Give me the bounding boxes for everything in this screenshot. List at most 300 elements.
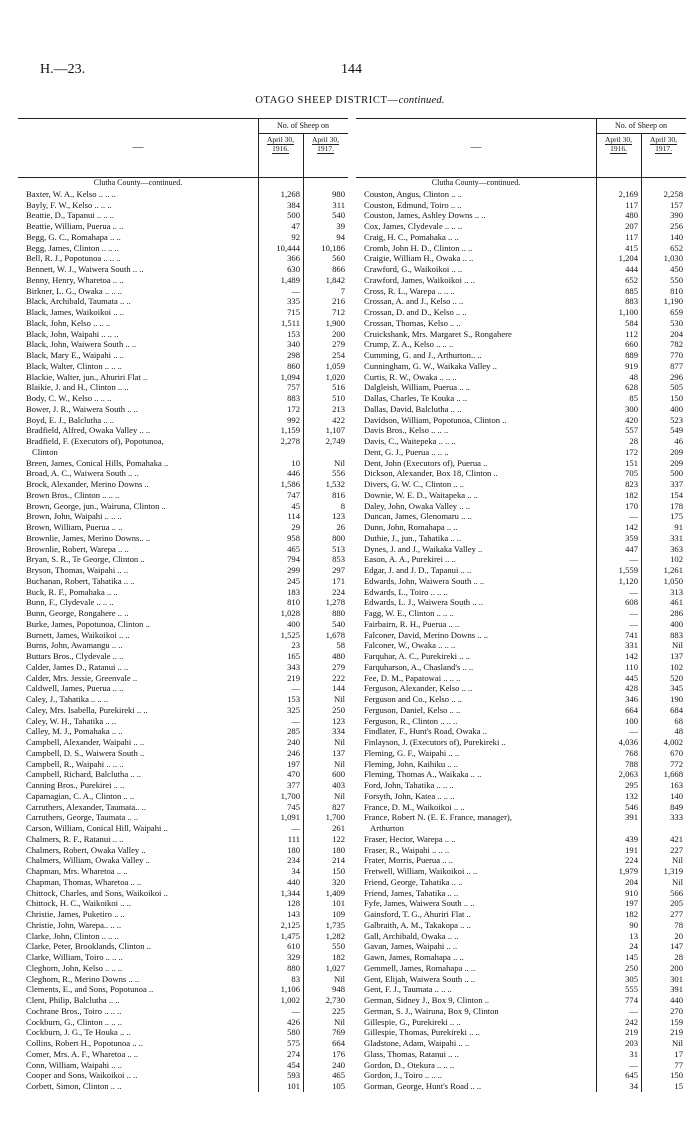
table-row: [356, 823, 686, 834]
sheep-count-1916: —: [629, 554, 638, 565]
sheep-count-1916: 29: [291, 522, 300, 532]
sheep-count-1916: 440: [287, 876, 300, 887]
table-row: [356, 490, 686, 501]
sheep-count-1917: 1,190: [663, 296, 683, 307]
owner-name: Bradfield, F. (Executors of), Popotunoa,: [26, 436, 164, 446]
sheep-count-1916: 883: [625, 296, 638, 307]
table-row: [18, 318, 348, 329]
owner-name: Clent, Philip, Balclutha .. ..: [26, 995, 120, 1005]
sheep-count-1917: 58: [336, 640, 345, 651]
sheep-count-1916: 299: [287, 565, 300, 575]
sheep-count-1917: Nil: [334, 694, 345, 704]
table-row: [18, 1038, 348, 1049]
sheep-count-1917: 516: [332, 382, 345, 393]
sheep-count-1917: 1,261: [663, 565, 683, 575]
owner-name: Ferguson, Alexander, Kelso .. ..: [364, 683, 473, 694]
sheep-count-1917: 465: [332, 1070, 345, 1081]
sheep-count-1917: 2,749: [325, 436, 345, 446]
sheep-count-1916: 992: [287, 414, 300, 425]
sheep-count-1916: 112: [625, 328, 638, 339]
sheep-count-1917: 140: [670, 790, 683, 801]
sheep-count-1917: 26: [336, 522, 345, 532]
sheep-count-1916: 747: [287, 489, 300, 500]
owner-name: Broad, A. C., Waiwera South .. ..: [26, 468, 139, 479]
table-row: [356, 716, 686, 727]
sheep-count-1917: 400: [670, 618, 683, 629]
sheep-count-1916: 143: [287, 909, 300, 919]
table-row: [356, 372, 686, 383]
sheep-count-1917: 450: [670, 264, 683, 274]
sheep-count-1917: 652: [670, 242, 683, 253]
sheep-count-1917: Nil: [334, 1016, 345, 1027]
table-row: [18, 737, 348, 748]
owner-column-header: —: [470, 141, 482, 153]
sheep-count-1917: Nil: [334, 457, 345, 468]
sheep-count-1916: 110: [625, 661, 638, 672]
sheep-count-1917: 1,282: [325, 930, 345, 941]
sheep-count-1916: 2,278: [280, 436, 300, 446]
sheep-count-1917: 363: [670, 543, 683, 554]
owner-name: Crawford, James, Waikoikoi .. ..: [364, 274, 475, 285]
table-row: [18, 791, 348, 802]
owner-name: Buttars Bros., Clydevale .. ..: [26, 651, 124, 661]
owner-name: Black, Mary E., Waipahi .. ..: [26, 350, 124, 360]
sheep-count-1917: 214: [332, 855, 345, 866]
sheep-count-1916: 2,125: [280, 919, 300, 930]
table-row: [18, 479, 348, 490]
sheep-count-1917: Nil: [334, 973, 345, 984]
sheep-count-1916: 1,002: [280, 995, 300, 1005]
owner-name: Falconer, David, Merino Downs .. ..: [364, 629, 489, 640]
table-row: [356, 1060, 686, 1071]
table-row: [18, 458, 348, 469]
sheep-count-1916: 240: [287, 737, 300, 747]
owner-name: Gent, Elijah, Waiwera South .. ..: [364, 973, 476, 984]
table-row: [18, 501, 348, 512]
table-row: [356, 834, 686, 845]
sheep-count-1916: 45: [291, 500, 300, 511]
table-row: [18, 1060, 348, 1071]
owner-name: France, D. M., Waikoikoi .. ..: [364, 801, 465, 812]
owner-name: Forsyth, John, Katea .. .. ..: [364, 790, 455, 801]
sheep-count-1916: 242: [625, 1016, 638, 1027]
owner-name: Farquharson, A., Chasland's .. ..: [364, 661, 474, 672]
table-row: [18, 1017, 348, 1028]
owner-name: Bradfield, Alfred, Owaka Valley .. ..: [26, 425, 151, 436]
owner-name: Carruthers, Alexander, Taumata.. ..: [26, 801, 146, 812]
table-row: [356, 339, 686, 350]
sheep-count-1916: 250: [625, 962, 638, 973]
sheep-count-1916: 329: [287, 952, 300, 962]
owner-name: Gent, F. J., Taumata .. .. ..: [364, 984, 452, 995]
table-row: [18, 726, 348, 737]
sheep-count-1917: Nil: [672, 855, 683, 866]
owner-name: Eason, A. A., Purekirei .. ..: [364, 554, 456, 565]
table-row: [18, 619, 348, 630]
owner-name: Cross, R. L., Warepa .. .. ..: [364, 285, 455, 296]
sheep-count-1916: 47: [291, 221, 300, 231]
table-row: [18, 243, 348, 254]
sheep-count-1917: 1,319: [663, 866, 683, 876]
sheep-count-1917: 1,050: [663, 575, 683, 586]
sheep-count-1917: 182: [332, 952, 345, 962]
table-row: [356, 769, 686, 780]
sheep-count-1917: 150: [670, 393, 683, 403]
table-row: [18, 780, 348, 791]
sheep-count-1917: 810: [670, 285, 683, 296]
sheep-count-1916: —: [291, 285, 300, 296]
sheep-count-1917: 1,020: [325, 371, 345, 382]
sheep-count-1917: 560: [332, 253, 345, 264]
table-row: [356, 812, 686, 823]
owner-name: Ferguson, Daniel, Kelso .. ..: [364, 704, 461, 715]
sheep-count-1916: 153: [287, 328, 300, 339]
sheep-count-1916: 444: [625, 264, 638, 274]
table-row: [356, 511, 686, 522]
sheep-count-1917: 137: [670, 651, 683, 661]
table-row: [356, 275, 686, 286]
sheep-count-group-header: No. of Sheep on: [277, 121, 329, 130]
sheep-count-1916: 480: [625, 210, 638, 221]
table-row: [356, 587, 686, 598]
sheep-count-1916: 128: [287, 898, 300, 909]
table-row: [18, 200, 348, 211]
sheep-count-1917: 513: [332, 543, 345, 554]
table-row: [18, 608, 348, 619]
sheep-count-1917: 337: [670, 479, 683, 489]
sheep-count-1917: 225: [332, 1005, 345, 1016]
sheep-count-1917: 157: [670, 199, 683, 210]
table-row: [18, 931, 348, 942]
sheep-count-1917: 163: [670, 780, 683, 790]
sheep-count-1917: 345: [670, 683, 683, 694]
table-row: [18, 533, 348, 544]
sheep-count-1916: 768: [625, 747, 638, 758]
owner-name: Cruickshank, Mrs. Margaret S., Rongahere: [364, 328, 512, 339]
table-row: [356, 1081, 686, 1092]
table-row: [356, 608, 686, 619]
table-row: [356, 802, 686, 813]
sheep-count-1916: 757: [287, 382, 300, 393]
owner-name: Dickson, Alexander, Box 18, Clinton ..: [364, 468, 498, 479]
table-row: [356, 726, 686, 737]
owner-name: Brown, George, jun., Wairuna, Clinton ..: [26, 500, 166, 511]
sheep-count-1917: 540: [332, 618, 345, 629]
owner-name: Corbett, Simon, Clinton .. ..: [26, 1081, 122, 1091]
table-row: [356, 393, 686, 404]
sheep-count-1916: 1,204: [618, 253, 638, 264]
table-row: [356, 296, 686, 307]
table-row: [18, 673, 348, 684]
sheep-count-1916: 343: [287, 661, 300, 672]
owner-name: Edwards, L., Toiro .. .. ..: [364, 586, 448, 597]
owner-name: Gainsford, T. G., Ahuriri Flat ..: [364, 909, 471, 919]
sheep-count-1916: 1,159: [280, 425, 300, 436]
sheep-count-1917: 849: [670, 801, 683, 812]
sheep-count-1916: 142: [625, 651, 638, 661]
sheep-count-1917: 256: [670, 221, 683, 231]
table-row: [356, 447, 686, 458]
sheep-count-1917: 296: [670, 371, 683, 382]
document-code: H.—23.: [40, 62, 86, 77]
owner-name: Brownlie, Robert, Warepa .. ..: [26, 543, 129, 554]
table-row: [18, 1070, 348, 1081]
owner-name: Campbell, D. S., Waiwera South ..: [26, 747, 145, 758]
owner-name: Davis, C., Waitepeka .. .. ..: [364, 436, 456, 446]
sheep-count-1916: 910: [625, 887, 638, 898]
sheep-count-1917: 77: [674, 1059, 683, 1070]
sheep-count-1917: 1,059: [325, 360, 345, 371]
owner-name: Glass, Thomas, Ratanui .. ..: [364, 1048, 459, 1059]
sheep-count-1917: 10,186: [321, 242, 345, 253]
sheep-count-1917: 222: [332, 672, 345, 683]
sheep-count-1916: 85: [629, 393, 638, 403]
table-row: [356, 651, 686, 662]
owner-name: Fleming, John, Kaihiku .. ..: [364, 758, 459, 769]
district-heading-main: OTAGO SHEEP DISTRICT—: [255, 95, 399, 106]
owner-name: Falconer, W., Owaka .. .. ..: [364, 640, 456, 651]
table-row: [18, 350, 348, 361]
sheep-count-1917: 176: [332, 1048, 345, 1059]
table-row: [18, 221, 348, 232]
table-row: [356, 630, 686, 641]
sheep-count-1917: Nil: [672, 640, 683, 651]
owner-name: Chalmers, William, Owaka Valley ..: [26, 855, 150, 866]
table-row: [18, 716, 348, 727]
sheep-count-1917: 171: [332, 575, 345, 586]
sheep-count-1916: 446: [287, 468, 300, 479]
sheep-count-1917: 461: [670, 597, 683, 608]
owner-name: Dent, G. J., Puerua .. .. ..: [364, 446, 449, 457]
sheep-count-1916: —: [629, 1005, 638, 1016]
owner-name: Carruthers, George, Taumata .. ..: [26, 812, 139, 823]
sheep-count-1916: 346: [625, 694, 638, 704]
sheep-count-1916: 860: [287, 360, 300, 371]
sheep-count-1916: 774: [625, 995, 638, 1005]
sheep-count-1916: 325: [287, 704, 300, 715]
table-row: [18, 554, 348, 565]
column-header-1916: April 30, 1916.: [604, 135, 633, 153]
sheep-count-1917: 48: [674, 726, 683, 737]
sheep-count-1917: 68: [674, 715, 683, 726]
sheep-count-1916: 203: [625, 1038, 638, 1048]
table-row: [18, 232, 348, 243]
owner-name: Campbell, R., Waipahi .. .. ..: [26, 758, 124, 769]
table-row: [356, 995, 686, 1006]
owner-name: Dunn, John, Romahapa .. ..: [364, 522, 458, 532]
table-row: [356, 1027, 686, 1038]
sheep-count-1916: 889: [625, 350, 638, 360]
owner-name: Couston, James, Ashley Downs .. ..: [364, 210, 486, 221]
table-row: [18, 823, 348, 834]
table-row: [18, 522, 348, 533]
sheep-count-group-header: No. of Sheep on: [615, 121, 667, 130]
owner-name: Begg, James, Clinton .. .. ..: [26, 242, 119, 253]
owner-name: Chittock, Charles, and Sons, Waikoikoi ..: [26, 887, 168, 898]
sheep-count-1916: 1,700: [280, 790, 300, 801]
sheep-count-1916: 1,344: [280, 887, 300, 898]
table-row: [356, 683, 686, 694]
sheep-table-right: [356, 118, 686, 1092]
table-row: [18, 834, 348, 845]
sheep-count-1917: 205: [670, 898, 683, 909]
sheep-count-1916: 1,100: [618, 307, 638, 317]
column-header-1917: April 30, 1917.: [649, 135, 678, 153]
owner-name: Gordon, J., Toiro .. .. ..: [364, 1070, 443, 1081]
owner-name: Body, C. W., Kelso .. .. ..: [26, 393, 112, 403]
sheep-count-1917: 227: [670, 844, 683, 855]
table-row: [18, 307, 348, 318]
table-row: [18, 877, 348, 888]
sheep-count-1916: 145: [625, 952, 638, 962]
owner-name: Clements, E., and Sons, Popotunoa ..: [26, 984, 154, 995]
sheep-count-1917: 8: [340, 500, 345, 511]
table-row: [356, 544, 686, 555]
sheep-count-1917: 159: [670, 1016, 683, 1027]
table-row: [356, 898, 686, 909]
sheep-count-1917: 254: [332, 350, 345, 360]
sheep-count-1917: 213: [332, 403, 345, 414]
sheep-count-1917: Nil: [334, 758, 345, 769]
table-row: [356, 909, 686, 920]
owner-name: Clarke, William, Toiro .. .. ..: [26, 952, 123, 962]
sheep-count-1917: 7: [340, 285, 345, 296]
sheep-count-1917: 209: [670, 457, 683, 468]
table-row: [356, 189, 686, 200]
table-row: [18, 587, 348, 598]
owner-name: Gall, Archibald, Owaka .. ..: [364, 930, 459, 941]
table-row: [356, 920, 686, 931]
sheep-count-1917: 279: [332, 339, 345, 350]
sheep-count-1917: 866: [332, 264, 345, 274]
table-row: [356, 479, 686, 490]
owner-name: Beattie, William, Puerua .. ..: [26, 221, 124, 231]
owner-name: Gorman, George, Hunt's Road .. ..: [364, 1081, 482, 1091]
sheep-count-1917: 1,532: [325, 479, 345, 489]
owner-name: Davidson, William, Popotunoa, Clinton ..: [364, 414, 507, 425]
owner-name: Craig, H. C., Pomahaka .. ..: [364, 231, 459, 242]
table-row: [356, 952, 686, 963]
owner-name: Burns, John, Awamangu .. ..: [26, 640, 123, 651]
sheep-count-1916: 1,268: [280, 188, 300, 199]
sheep-count-1916: 92: [291, 231, 300, 242]
owner-name: Christie, John, Warepa.. .. ..: [26, 919, 122, 930]
sheep-count-1917: 15: [674, 1081, 683, 1091]
table-row: [18, 941, 348, 952]
sheep-count-1917: 391: [670, 984, 683, 995]
sheep-count-1916: 1,489: [280, 274, 300, 285]
table-row: [356, 221, 686, 232]
sheep-count-1916: 580: [287, 1027, 300, 1038]
sheep-count-1916: 377: [287, 780, 300, 790]
owner-name: Duncan, James, Glenomaru .. ..: [364, 511, 472, 522]
table-row: [18, 415, 348, 426]
owner-name: Crossan, A. and J., Kelso .. ..: [364, 296, 464, 307]
owner-name: Arthurton: [370, 823, 404, 833]
sheep-count-1916: —: [629, 511, 638, 522]
sheep-count-1917: 137: [332, 747, 345, 758]
sheep-count-1916: 172: [287, 403, 300, 414]
owner-name: Campbell, Alexander, Waipahi .. ..: [26, 737, 145, 747]
sheep-count-1916: 447: [625, 543, 638, 554]
sheep-count-1916: 788: [625, 758, 638, 769]
sheep-count-1916: 610: [287, 941, 300, 952]
table-row: [356, 705, 686, 716]
sheep-count-1916: 652: [625, 274, 638, 285]
sheep-count-1916: 630: [287, 264, 300, 274]
owner-name: Edgar, J. and J. D., Tapanui .. ..: [364, 565, 472, 575]
table-row: [18, 565, 348, 576]
sheep-count-1917: 28: [674, 952, 683, 962]
sheep-count-1916: 117: [625, 199, 638, 210]
table-row: [18, 264, 348, 275]
owner-name: Buchanan, Robert, Tahatika .. ..: [26, 575, 135, 586]
sheep-count-1916: 31: [629, 1048, 638, 1059]
sheep-count-1916: 2,169: [618, 188, 638, 199]
sheep-count-1916: 1,091: [280, 812, 300, 823]
table-row: [356, 361, 686, 372]
owner-name: Black, Walter, Clinton .. .. ..: [26, 360, 122, 371]
owner-name: Dallas, Charles, Te Kouka .. ..: [364, 393, 468, 403]
owner-name: Cleghorn, R., Merino Downs .. ..: [26, 973, 140, 984]
sheep-count-1917: 144: [332, 683, 345, 694]
sheep-count-1917: 550: [332, 941, 345, 952]
sheep-count-1916: 391: [625, 812, 638, 823]
owner-name: Calder, Mrs. Jessie, Greenvale ..: [26, 672, 138, 683]
sheep-count-1917: 39: [336, 221, 345, 231]
sheep-count-1916: 584: [625, 317, 638, 328]
sheep-count-1917: 877: [670, 360, 683, 371]
owner-name: Galbraith, A. M., Takakopa .. ..: [364, 919, 471, 930]
table-row: [356, 845, 686, 856]
sheep-count-1917: 250: [332, 704, 345, 715]
owner-name: Cooper and Sons, Waikoikoi .. ..: [26, 1070, 138, 1081]
sheep-count-1917: 123: [332, 511, 345, 522]
owner-name: Cunningham, G. W., Waikaka Valley ..: [364, 360, 497, 371]
table-row: [356, 1038, 686, 1049]
sheep-count-1917: 2,258: [663, 188, 683, 199]
sheep-count-1917: 800: [332, 532, 345, 543]
table-row: [356, 533, 686, 544]
sheep-count-1917: 204: [670, 328, 683, 339]
sheep-count-1916: 660: [625, 339, 638, 350]
table-row: [18, 630, 348, 641]
owner-name: Craigie, William H., Owaka .. ..: [364, 253, 474, 264]
owner-name: Findlater, F., Hunt's Road, Owaka ..: [364, 726, 487, 737]
table-body: [356, 178, 686, 1092]
table-row: [356, 597, 686, 608]
owner-name: Black, John, Waipahi .. .. ..: [26, 328, 119, 339]
owner-name: Friend, James, Tahatika .. ..: [364, 887, 459, 898]
sheep-count-1916: 366: [287, 253, 300, 264]
owner-name: Chapman, Thomas, Wharetoa .. ..: [26, 876, 142, 887]
table-row: [356, 243, 686, 254]
table-row: [18, 372, 348, 383]
sheep-count-1917: 17: [674, 1048, 683, 1059]
table-header: [18, 118, 348, 178]
owner-name: Gavan, James, Waipahi .. ..: [364, 941, 458, 952]
table-row: [18, 888, 348, 899]
sheep-count-1917: 286: [670, 608, 683, 618]
sheep-count-1917: 556: [332, 468, 345, 479]
owner-name: Brown, John, Waipahi .. .. ..: [26, 511, 122, 522]
sheep-count-1916: 415: [625, 242, 638, 253]
owner-name: Clarke, John, Clinton .. .. ..: [26, 930, 119, 941]
sheep-count-1917: 664: [332, 1038, 345, 1048]
sheep-count-1917: 523: [670, 414, 683, 425]
owner-name: Finlayson, J. (Executors of), Purekireki ..: [364, 737, 506, 747]
sheep-count-1917: 530: [670, 317, 683, 328]
